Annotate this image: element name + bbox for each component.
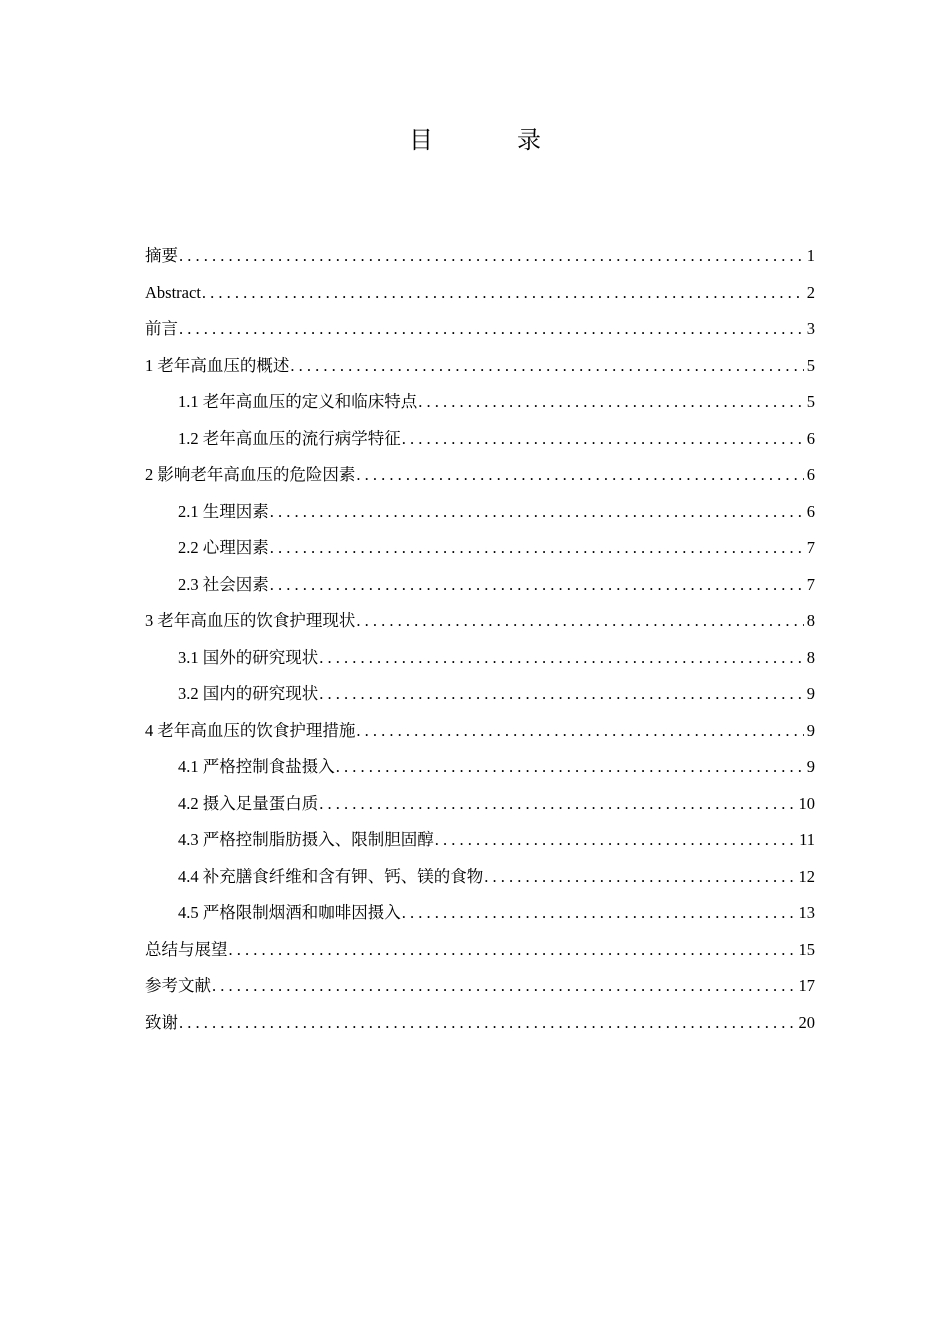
toc-entry-label: 2.1 生理因素 — [178, 501, 269, 521]
toc-entry-page: 6 — [806, 501, 815, 521]
toc-entry[interactable] — [145, 822, 815, 859]
toc-entry[interactable] — [145, 494, 815, 531]
toc-entry[interactable] — [145, 1005, 815, 1042]
toc-entry-label: 2.2 心理因素 — [178, 538, 269, 557]
toc-entry-page: 6 — [806, 465, 815, 484]
toc-entry[interactable] — [145, 457, 815, 494]
toc-entry-label: 3 老年高血压的饮食护理现状 — [145, 611, 356, 630]
toc-entry[interactable] — [145, 311, 815, 348]
toc-entry[interactable] — [145, 749, 815, 786]
toc-entry-page: 13 — [798, 903, 815, 922]
toc-entry-label: 4.4 补充膳食纤维和含有钾、钙、镁的食物 — [178, 866, 484, 886]
toc-entry-label: 3.1 国外的研究现状 — [178, 647, 319, 667]
toc-entry[interactable] — [145, 640, 815, 677]
toc-entry-label: 总结与展望 — [145, 939, 228, 959]
toc-entry-label: 4 老年高血压的饮食护理措施 — [145, 720, 356, 740]
toc-entry-page: 9 — [806, 720, 815, 740]
toc-entry[interactable] — [145, 713, 815, 750]
toc-leader-dots — [270, 494, 804, 531]
toc-entry-label: 1.2 老年高血压的流行病学特征 — [178, 428, 401, 448]
toc-entry[interactable] — [145, 421, 815, 458]
toc-entry-page: 8 — [806, 647, 815, 667]
toc-entry-label: 2 影响老年高血压的危险因素 — [145, 465, 356, 484]
table-of-contents — [145, 238, 815, 1041]
toc-leader-dots — [319, 676, 804, 713]
toc-leader-dots — [418, 384, 804, 421]
toc-entry-label: 致谢 — [145, 1012, 178, 1032]
toc-leader-dots — [270, 567, 804, 604]
toc-entry[interactable] — [145, 859, 815, 896]
toc-entry-page: 9 — [806, 757, 815, 776]
toc-entry-label: 1.1 老年高血压的定义和临床特点 — [178, 392, 418, 411]
toc-entry-page: 12 — [798, 866, 815, 886]
toc-entry[interactable] — [145, 348, 815, 385]
toc-leader-dots — [319, 786, 795, 823]
toc-entry-label: 1 老年高血压的概述 — [145, 355, 290, 375]
toc-entry-page: 9 — [806, 684, 815, 703]
toc-leader-dots — [402, 895, 796, 932]
toc-entry-label: 4.1 严格控制食盐摄入 — [178, 757, 335, 776]
toc-entry[interactable] — [145, 786, 815, 823]
toc-leader-dots — [229, 932, 796, 969]
toc-entry-page: 3 — [806, 319, 815, 338]
toc-entry-label: 4.3 严格控制脂肪摄入、限制胆固醇 — [178, 830, 434, 849]
toc-leader-dots — [402, 421, 804, 458]
toc-leader-dots — [179, 311, 804, 348]
toc-leader-dots — [202, 275, 804, 312]
toc-entry[interactable] — [145, 932, 815, 969]
toc-entry-page: 20 — [798, 1012, 815, 1032]
toc-entry-label: 前言 — [145, 319, 178, 338]
toc-entry-label: 摘要 — [145, 246, 178, 265]
toc-leader-dots — [179, 1005, 796, 1042]
toc-leader-dots — [356, 603, 803, 640]
toc-entry-label: 4.2 摄入足量蛋白质 — [178, 793, 319, 813]
toc-entry-label: 3.2 国内的研究现状 — [178, 684, 319, 703]
toc-leader-dots — [179, 238, 804, 275]
toc-entry-label: 4.5 严格限制烟酒和咖啡因摄入 — [178, 903, 401, 922]
toc-leader-dots — [356, 713, 803, 750]
toc-entry-page: 8 — [806, 611, 815, 630]
toc-entry-page: 1 — [806, 246, 815, 265]
toc-entry[interactable] — [145, 384, 815, 421]
toc-entry[interactable] — [145, 567, 815, 604]
toc-entry[interactable] — [145, 275, 815, 312]
toc-entry-page: 10 — [798, 793, 815, 813]
toc-entry-page: 15 — [798, 939, 815, 959]
toc-leader-dots — [212, 968, 796, 1005]
toc-leader-dots — [435, 822, 796, 859]
toc-entry-page: 2 — [806, 282, 815, 302]
toc-entry[interactable] — [145, 676, 815, 713]
toc-leader-dots — [356, 457, 803, 494]
toc-leader-dots — [336, 749, 804, 786]
toc-entry-label: 2.3 社会因素 — [178, 574, 269, 594]
toc-entry-page: 7 — [806, 538, 815, 557]
toc-entry[interactable] — [145, 603, 815, 640]
toc-entry[interactable] — [145, 895, 815, 932]
toc-entry-page: 5 — [806, 392, 815, 411]
toc-leader-dots — [319, 640, 804, 677]
toc-leader-dots — [290, 348, 803, 385]
toc-entry-page: 6 — [806, 428, 815, 448]
toc-entry-page: 17 — [798, 976, 815, 995]
toc-entry[interactable] — [145, 238, 815, 275]
toc-entry[interactable] — [145, 968, 815, 1005]
toc-entry-label: 参考文献 — [145, 976, 211, 995]
toc-entry-page: 5 — [806, 355, 815, 375]
toc-entry-label: Abstract — [145, 282, 201, 302]
page-title: 目 录 — [409, 128, 571, 154]
toc-entry-page: 11 — [799, 830, 815, 849]
toc-entry[interactable] — [145, 530, 815, 567]
toc-leader-dots — [270, 530, 804, 567]
toc-leader-dots — [484, 859, 795, 896]
toc-entry-page: 7 — [806, 574, 815, 594]
